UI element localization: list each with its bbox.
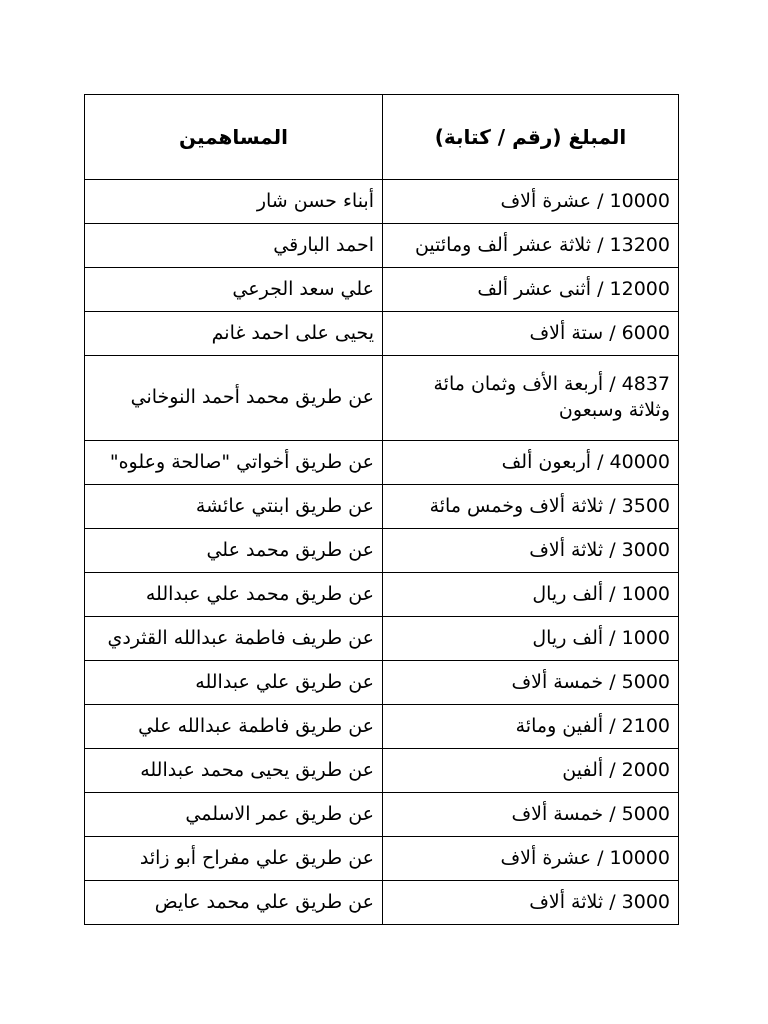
contributor-cell: عن طريق علي عبدالله (85, 661, 383, 705)
table-row (85, 356, 679, 441)
table-row (85, 268, 679, 312)
amount-cell: 5000 / خمسة ألاف (383, 793, 679, 837)
table-row (85, 485, 679, 529)
amount-cell: 4837 / أربعة الأف وثمان مائة وثلاثة وسبعون (383, 356, 679, 441)
amount-cell: 3500 / ثلاثة ألاف وخمس مائة (383, 485, 679, 529)
amount-cell: 1000 / ألف ريال (383, 617, 679, 661)
amount-cell: 10000 / عشرة ألاف (383, 180, 679, 224)
table-row (85, 661, 679, 705)
contributor-cell: عن طريق أخواتي "صالحة وعلوه" (85, 441, 383, 485)
contributor-cell: احمد البارقي (85, 224, 383, 268)
header-amount: المبلغ (رقم / كتابة) (383, 95, 679, 180)
table-row (85, 881, 679, 925)
contributor-cell: علي سعد الجرعي (85, 268, 383, 312)
contributor-cell: عن طريف فاطمة عبدالله القثردي (85, 617, 383, 661)
amount-cell: 13200 / ثلاثة عشر ألف ومائتين (383, 224, 679, 268)
table-row (85, 180, 679, 224)
contributor-cell: عن طريق يحيى محمد عبدالله (85, 749, 383, 793)
table-row (85, 793, 679, 837)
table-row (85, 224, 679, 268)
contributor-cell: عن طريق محمد أحمد النوخاني (85, 356, 383, 441)
table-row (85, 705, 679, 749)
amount-cell: 6000 / ستة ألاف (383, 312, 679, 356)
table-row (85, 573, 679, 617)
amount-cell: 10000 / عشرة ألاف (383, 837, 679, 881)
contributor-cell: عن طريق ابنتي عائشة (85, 485, 383, 529)
contributor-cell: عن طريق فاطمة عبدالله علي (85, 705, 383, 749)
amount-cell: 40000 / أربعون ألف (383, 441, 679, 485)
amount-cell: 3000 / ثلاثة ألاف (383, 529, 679, 573)
table-row (85, 441, 679, 485)
table-row (85, 749, 679, 793)
contributor-cell: يحيى على احمد غانم (85, 312, 383, 356)
contributions-table (84, 94, 679, 925)
amount-cell: 5000 / خمسة ألاف (383, 661, 679, 705)
contributor-cell: عن طريق عمر الاسلمي (85, 793, 383, 837)
contributor-cell: عن طريق محمد علي عبدالله (85, 573, 383, 617)
table-header-row (85, 95, 679, 180)
contributor-cell: عن طريق محمد علي (85, 529, 383, 573)
amount-cell: 12000 / أثنى عشر ألف (383, 268, 679, 312)
amount-cell: 2100 / ألفين ومائة (383, 705, 679, 749)
amount-cell: 1000 / ألف ريال (383, 573, 679, 617)
contributor-cell: عن طريق علي مفراح أبو زائد (85, 837, 383, 881)
contributor-cell: عن طريق علي محمد عايض (85, 881, 383, 925)
contributor-cell: أبناء حسن شار (85, 180, 383, 224)
header-contributors: المساهمين (85, 95, 383, 180)
table-row (85, 837, 679, 881)
table-row (85, 529, 679, 573)
table-row (85, 312, 679, 356)
amount-cell: 2000 / ألفين (383, 749, 679, 793)
amount-cell: 3000 / ثلاثة ألاف (383, 881, 679, 925)
table-row (85, 617, 679, 661)
